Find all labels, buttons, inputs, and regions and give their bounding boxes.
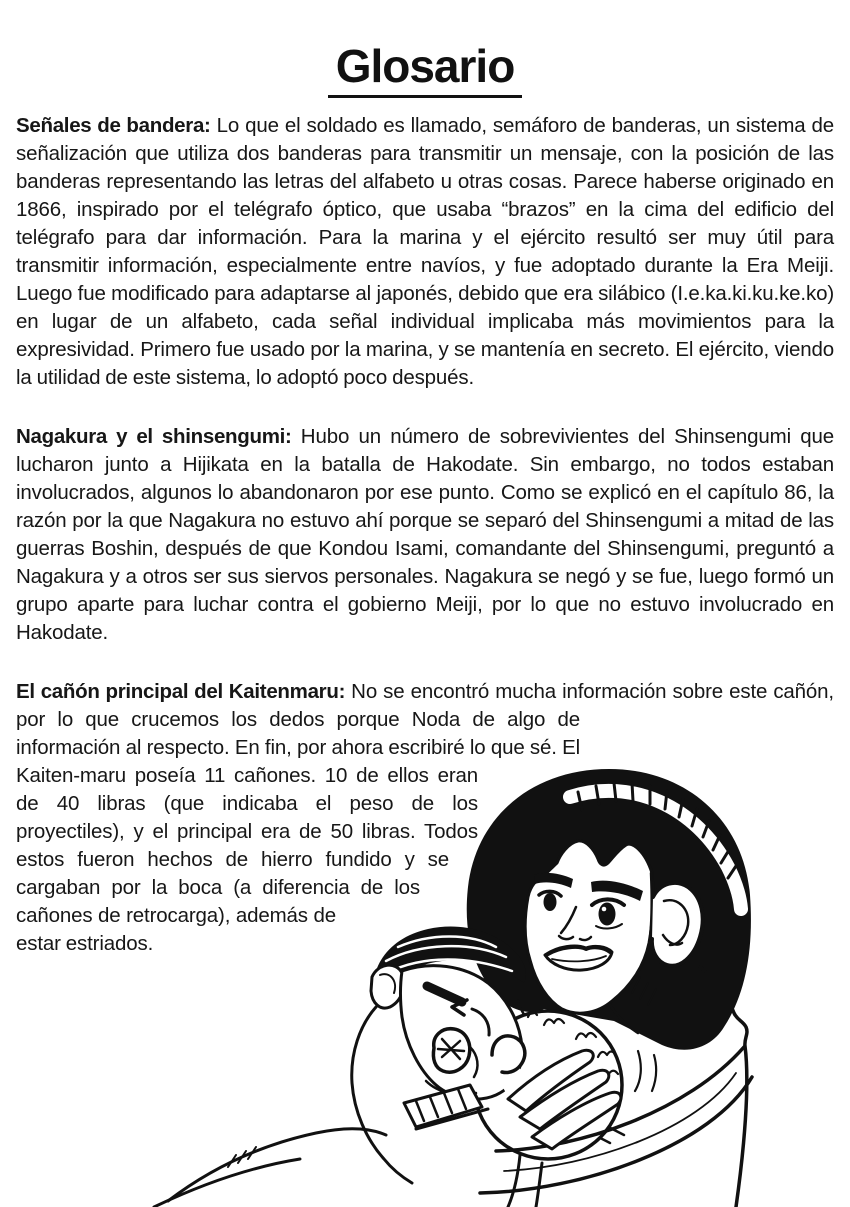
glossary-entry-flag-signals [16, 112, 834, 392]
entry-term: El cañón principal del Kaitenmaru: [16, 680, 346, 704]
page-title-text: Glosario [328, 42, 523, 98]
page-title [16, 42, 834, 98]
entry-term: Señales de bandera: [16, 114, 211, 138]
glossary-entry-kaitenmaru-cannon [16, 678, 834, 958]
entry-definition: Hubo un número de sobrevivientes del Shinsengumi que lucharon junto a Hijikata en la batalla de Hakodate. Sin embargo, no todos estaban involucrados, algunos lo abandonaron por ese punto. Como se explicó en el capítulo 86, la razón por la que Nagakura no estuvo ahí porque se separó del Shinsengumi a mitad de las guerras Boshin, después de que Kondou Isami, comandante del Shinsengumi, preguntó a Nagakura y a otros ser sus siervos personales. Nagakura se negó y se fue, luego formó un grupo aparte para luchar contra el gobierno Meiji, por lo que no estuvo involucrado en Hakodate. [16, 425, 834, 645]
entry-definition: Lo que el soldado es llamado, semáforo de banderas, un sistema de señalización que utiliza dos banderas para transmitir un mensaje, con la posición de las banderas representando las letras del alfabeto u otras cosas. Parece haberse originado en 1866, inspirado por el telégrafo óptico, que usaba “brazos” en la cima del edificio del telégrafo para dar información. Para la marina y el ejército resultó ser muy útil para transmitir información, especialmente entre navíos, y fue adoptado durante la Era Meiji. Luego fue modificado para adaptarse al japonés, debido que era silábico (I.e.ka.ki.ku.ke.ko) en lugar de un alfabeto, cada señal individual implicaba más movimientos para la expresividad. Primero fue usado por la marina, y se mantenía en secreto. El ejército, viendo la utilidad de este sistema, lo adoptó poco después. [16, 114, 834, 390]
entry-term: Nagakura y el shinsengumi: [16, 425, 292, 449]
entry-definition: No se encontró mucha información sobre este cañón, por lo que crucemos los dedos porque Noda de algo de información al respecto. En fin, por ahora escribiré lo que sé. El Kaiten-maru poseía 11 cañones. 10 de ellos eran de 40 libras (que indicaba el peso de los proyectiles), y el principal era de 50 libras. Todos estos fueron hechos de hierro fundido y se cargaban por la boca (a diferencia de los cañones de retrocarga), además de estar estriados. [16, 680, 834, 956]
glossary-entry-nagakura [16, 423, 834, 647]
